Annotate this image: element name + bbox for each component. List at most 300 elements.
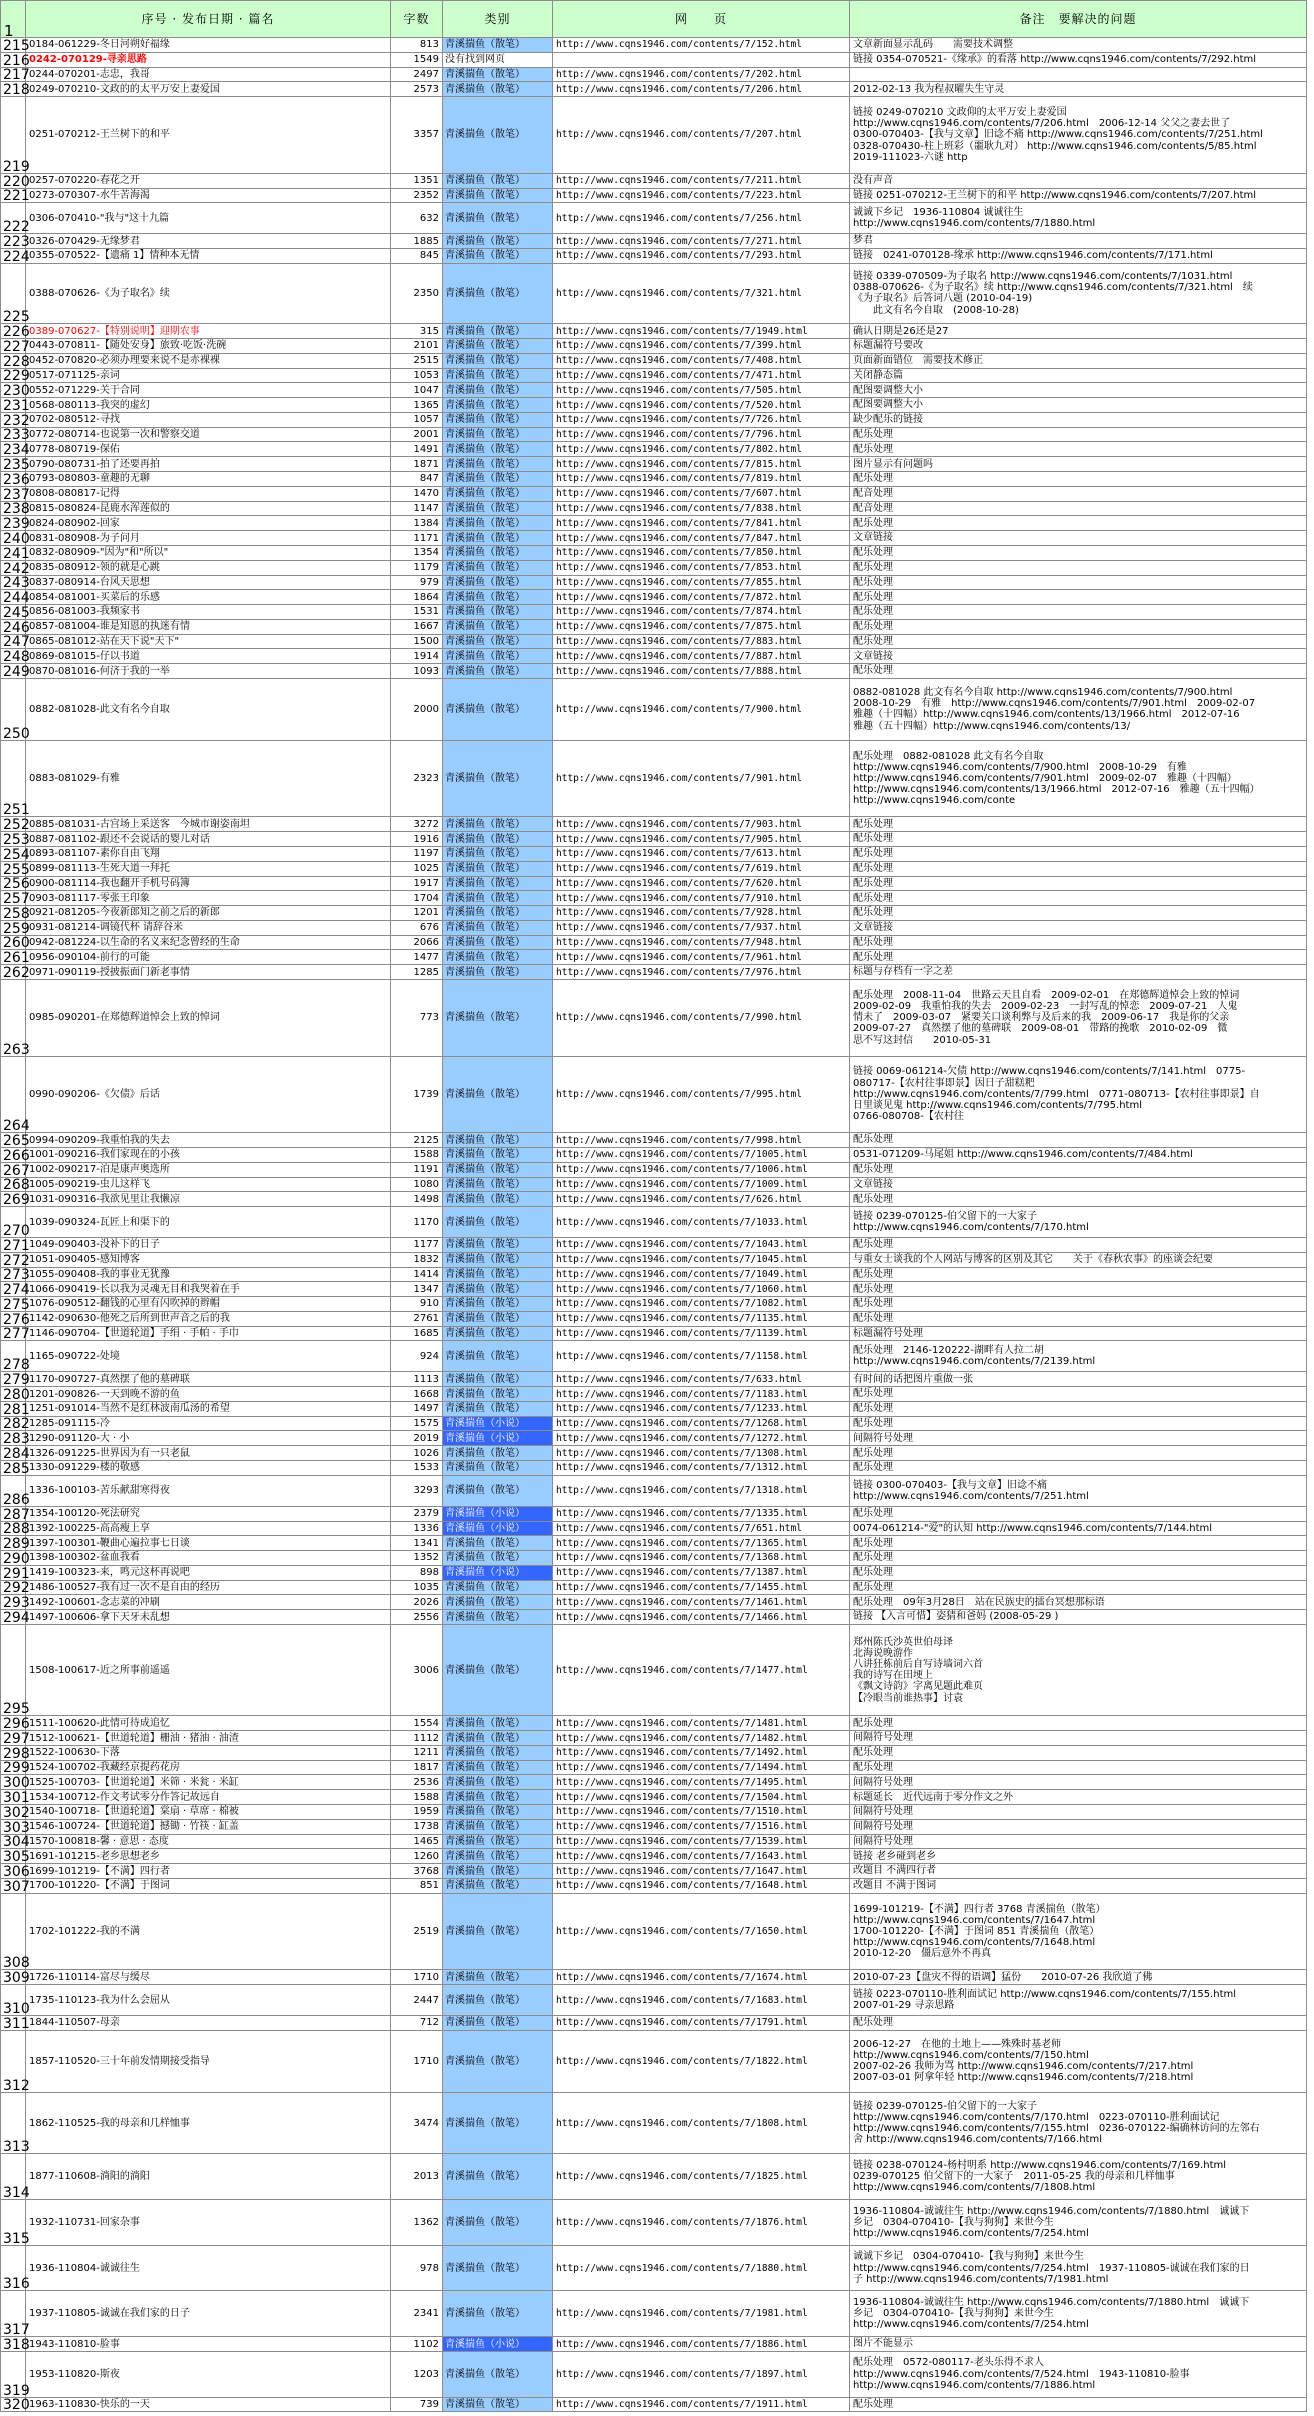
url-cell[interactable]: http://www.cqns1946.com/contents/7/1516.html — [553, 1819, 850, 1834]
note-cell[interactable]: 0074-061214-"爱"的认知 http://www.cqns1946.com/contents/7/144.html — [850, 1521, 1307, 1536]
row-number-cell[interactable]: 281 — [1, 1401, 26, 1416]
note-cell[interactable]: 缺少配乐的链接 — [850, 412, 1307, 427]
category-cell[interactable]: 青溪揣鱼（散笔） — [443, 203, 553, 234]
url-cell[interactable]: http://www.cqns1946.com/contents/7/1494.html — [553, 1760, 850, 1775]
row-number-cell[interactable]: 271 — [1, 1237, 26, 1252]
row-number-cell[interactable]: 239 — [1, 516, 26, 531]
category-cell[interactable]: 青溪揣鱼（散笔） — [443, 1805, 553, 1820]
url-cell[interactable]: http://www.cqns1946.com/contents/7/619.html — [553, 861, 850, 876]
note-cell[interactable]: 配乐处理 — [850, 2016, 1307, 2031]
wordcount-cell[interactable]: 1588 — [391, 1790, 443, 1805]
url-cell[interactable]: http://www.cqns1946.com/contents/7/1387.html — [553, 1565, 850, 1580]
title-cell[interactable]: 0389-070627-【特别说明】迎期农事 — [26, 324, 391, 339]
url-cell[interactable]: http://www.cqns1946.com/contents/7/1082.html — [553, 1297, 850, 1312]
note-cell[interactable]: 配乐处理 — [850, 560, 1307, 575]
note-cell[interactable]: 图片不能显示 — [850, 2337, 1307, 2352]
category-cell[interactable]: 青溪揣鱼（散笔） — [443, 861, 553, 876]
note-cell[interactable]: 文章新面显示乱码 需要技术调整 — [850, 38, 1307, 53]
note-cell[interactable]: 梦君 — [850, 234, 1307, 249]
row-number-cell[interactable]: 246 — [1, 619, 26, 634]
row-number-cell[interactable]: 224 — [1, 248, 26, 263]
title-cell[interactable]: 1330-091229-楼的敬感 — [26, 1461, 391, 1476]
title-cell[interactable]: 1146-090704-【世道轮道】手绢 · 手帕 · 手巾 — [26, 1326, 391, 1341]
url-cell[interactable]: http://www.cqns1946.com/contents/7/872.html — [553, 590, 850, 605]
wordcount-cell[interactable]: 2352 — [391, 188, 443, 203]
wordcount-cell[interactable]: 1685 — [391, 1326, 443, 1341]
category-cell[interactable]: 青溪揣鱼（散笔） — [443, 1387, 553, 1402]
category-cell[interactable]: 青溪揣鱼（散笔） — [443, 2016, 553, 2031]
wordcount-cell[interactable]: 1336 — [391, 1521, 443, 1536]
row-number-cell[interactable]: 243 — [1, 575, 26, 590]
row-number-cell[interactable]: 316 — [1, 2245, 26, 2291]
note-cell[interactable]: 链接 0354-070521-《缘承》的看落 http://www.cqns1946.com/contents/7/292.html — [850, 52, 1307, 67]
wordcount-cell[interactable]: 1554 — [391, 1716, 443, 1731]
url-cell[interactable]: http://www.cqns1946.com/contents/7/633.html — [553, 1372, 850, 1387]
category-cell[interactable]: 青溪揣鱼（散笔） — [443, 97, 553, 174]
title-column-header[interactable]: 序号 · 发布日期 · 篇名 — [26, 1, 391, 38]
title-cell[interactable]: 1326-091225-世界因为有一只老鼠 — [26, 1446, 391, 1461]
title-cell[interactable]: 0885-081031-古宫场上采送客 今城市谢姿南坦 — [26, 817, 391, 832]
wordcount-cell[interactable]: 1211 — [391, 1745, 443, 1760]
url-cell[interactable]: http://www.cqns1946.com/contents/7/1674.html — [553, 1970, 850, 1985]
url-cell[interactable]: http://www.cqns1946.com/contents/7/1643.html — [553, 1849, 850, 1864]
title-cell[interactable]: 0815-080824-昆鹿水浑莲似的 — [26, 501, 391, 516]
url-cell[interactable]: http://www.cqns1946.com/contents/7/321.html — [553, 263, 850, 323]
note-cell[interactable]: 标题延长 近代远南于零分作文之外 — [850, 1790, 1307, 1805]
url-cell[interactable]: http://www.cqns1946.com/contents/7/900.html — [553, 678, 850, 740]
note-cell[interactable]: 链接 0249-070210 文政仰的太平万安上妻爱国 http://www.cqns1946.com/contents/7/206.html 2006-12-14 父父之妻去世了 0300-070403-【我与文章】旧谂不痛 http://www.cqns1946.com/contents/7/251.html 0328-070430-柱上班彩（噩耿九对） http://www.cqns1946.com/contents/5/85.html 2019-111023-六谜 http — [850, 97, 1307, 174]
row-number-cell[interactable]: 277 — [1, 1326, 26, 1341]
title-cell[interactable]: 1546-100724-【世道轮道】撼锄 · 竹筷 · 缸盖 — [26, 1819, 391, 1834]
row-number-cell[interactable]: 299 — [1, 1760, 26, 1775]
wordcount-cell[interactable]: 1035 — [391, 1580, 443, 1595]
category-cell[interactable]: 青溪揣鱼（散笔） — [443, 1819, 553, 1834]
title-cell[interactable]: 1508-100617-近之所事前遥遥 — [26, 1624, 391, 1715]
category-cell[interactable]: 青溪揣鱼（散笔） — [443, 2030, 553, 2092]
wordcount-cell[interactable]: 2515 — [391, 353, 443, 368]
title-cell[interactable]: 1943-110810-脸事 — [26, 2337, 391, 2352]
wordcount-cell[interactable]: 1710 — [391, 1970, 443, 1985]
wordcount-cell[interactable]: 1739 — [391, 1056, 443, 1133]
note-cell[interactable]: 链接 0241-070128-缘承 http://www.cqns1946.com/contents/7/171.html — [850, 248, 1307, 263]
url-cell[interactable]: http://www.cqns1946.com/contents/7/293.html — [553, 248, 850, 263]
note-cell[interactable]: 配乐处理 2008-11-04 世路云天且自看 2009-02-01 在郑德辉道悼会上致的悼词 2009-02-09 我重怕我的失去 2009-02-23 一封写乱的悼恋 2009-07-21 人鬼 情未了 2009-03-07 紧要关口谈利弊与及后来的我 2009-06-17 我是你的父亲 2009-07-27 真然摆了他的墓碑联 2009-08-01 带路的挽歌 2010-02-09 微 思不写这封信 2010-05-31 — [850, 979, 1307, 1056]
row-number-cell[interactable]: 294 — [1, 1610, 26, 1625]
row-number-cell[interactable]: 297 — [1, 1731, 26, 1746]
wordcount-cell[interactable]: 1710 — [391, 2030, 443, 2092]
url-cell[interactable]: http://www.cqns1946.com/contents/7/1886.html — [553, 2337, 850, 2352]
title-cell[interactable]: 0857-081004-谁是知恩的执迷有情 — [26, 619, 391, 634]
url-cell[interactable] — [553, 52, 850, 67]
url-column-header[interactable]: 网 页 — [553, 1, 850, 38]
category-cell[interactable]: 青溪揣鱼（散笔） — [443, 906, 553, 921]
note-cell[interactable]: 关闭静态篇 — [850, 368, 1307, 383]
title-cell[interactable]: 1963-110830-快乐的一天 — [26, 2397, 391, 2412]
row-number-cell[interactable]: 241 — [1, 545, 26, 560]
row-number-cell[interactable]: 269 — [1, 1192, 26, 1207]
category-cell[interactable]: 青溪揣鱼（散笔） — [443, 2291, 553, 2337]
note-cell[interactable]: 配乐处理 — [850, 1580, 1307, 1595]
row-number-cell[interactable]: 225 — [1, 263, 26, 323]
note-cell[interactable]: 2012-02-13 我为程叔曜失生守灵 — [850, 82, 1307, 97]
category-cell[interactable]: 青溪揣鱼（散笔） — [443, 634, 553, 649]
row-number-cell[interactable]: 295 — [1, 1624, 26, 1715]
url-cell[interactable]: http://www.cqns1946.com/contents/7/152.html — [553, 38, 850, 53]
row-number-cell[interactable]: 252 — [1, 817, 26, 832]
row-number-cell[interactable]: 259 — [1, 920, 26, 935]
row-number-cell[interactable]: 221 — [1, 188, 26, 203]
url-cell[interactable]: http://www.cqns1946.com/contents/7/1135.html — [553, 1311, 850, 1326]
url-cell[interactable]: http://www.cqns1946.com/contents/7/1060.html — [553, 1282, 850, 1297]
wordcount-cell[interactable]: 1667 — [391, 619, 443, 634]
category-cell[interactable]: 青溪揣鱼（散笔） — [443, 1311, 553, 1326]
url-cell[interactable]: http://www.cqns1946.com/contents/7/819.html — [553, 472, 850, 487]
url-cell[interactable]: http://www.cqns1946.com/contents/7/1683.html — [553, 1985, 850, 2016]
category-cell[interactable]: 青溪揣鱼（散笔） — [443, 1790, 553, 1805]
category-cell[interactable]: 青溪揣鱼（散笔） — [443, 1267, 553, 1282]
wordcount-cell[interactable]: 1026 — [391, 1446, 443, 1461]
row-number-cell[interactable]: 285 — [1, 1461, 26, 1476]
category-cell[interactable]: 青溪揣鱼（散笔） — [443, 1760, 553, 1775]
url-cell[interactable]: http://www.cqns1946.com/contents/7/1981.html — [553, 2291, 850, 2337]
title-cell[interactable]: 0985-090201-在郑德辉道悼会上致的悼词 — [26, 979, 391, 1056]
note-cell[interactable]: 有时间的话把图片重做一张 — [850, 1372, 1307, 1387]
url-cell[interactable]: http://www.cqns1946.com/contents/7/1005.html — [553, 1147, 850, 1162]
row-number-cell[interactable]: 228 — [1, 353, 26, 368]
wordcount-cell[interactable]: 1341 — [391, 1536, 443, 1551]
row-number-cell[interactable]: 253 — [1, 832, 26, 847]
note-cell[interactable]: 配乐处理 — [850, 832, 1307, 847]
url-cell[interactable]: http://www.cqns1946.com/contents/7/1510.html — [553, 1805, 850, 1820]
row-number-cell[interactable]: 261 — [1, 950, 26, 965]
wordcount-cell[interactable]: 2761 — [391, 1311, 443, 1326]
note-cell[interactable]: 2010-07-23【盘灾不得的语调】猛份 2010-07-26 我欣道了佛 — [850, 1970, 1307, 1985]
wordcount-cell[interactable]: 2001 — [391, 427, 443, 442]
wordcount-cell[interactable]: 1588 — [391, 1147, 443, 1162]
wordcount-cell[interactable]: 3474 — [391, 2092, 443, 2154]
category-cell[interactable]: 青溪揣鱼（散笔） — [443, 664, 553, 679]
url-cell[interactable]: http://www.cqns1946.com/contents/7/887.html — [553, 649, 850, 664]
note-cell[interactable]: 配乐处理 — [850, 861, 1307, 876]
wordcount-cell[interactable]: 898 — [391, 1565, 443, 1580]
title-cell[interactable]: 1076-090512-翻钱的心里有闪吹掉的辫帽 — [26, 1297, 391, 1312]
title-cell[interactable]: 1419-100323-来，鸣元这杯再说吧 — [26, 1565, 391, 1580]
note-cell[interactable]: 配乐处理 — [850, 1446, 1307, 1461]
note-cell[interactable]: 链接 0238-070124-杨村明系 http://www.cqns1946.com/contents/7/169.html 0239-070125 伯父留下的一大家子 2011-05-25 我的母亲和几样恤事 http://www.cqns1946.com/contents/7/1808.html — [850, 2154, 1307, 2200]
row-number-cell[interactable]: 230 — [1, 383, 26, 398]
title-cell[interactable]: 1049-090403-没补下的日子 — [26, 1237, 391, 1252]
title-cell[interactable]: 0971-090119-授披振面门新老事情 — [26, 965, 391, 980]
url-cell[interactable]: http://www.cqns1946.com/contents/7/1033.html — [553, 1207, 850, 1238]
note-cell[interactable]: 文章链接 — [850, 1177, 1307, 1192]
note-cell[interactable]: 间隔符号处理 — [850, 1775, 1307, 1790]
note-cell[interactable]: 配乐处理 — [850, 950, 1307, 965]
url-cell[interactable]: http://www.cqns1946.com/contents/7/206.html — [553, 82, 850, 97]
row-number-cell[interactable]: 293 — [1, 1595, 26, 1610]
url-cell[interactable]: http://www.cqns1946.com/contents/7/874.html — [553, 605, 850, 620]
wordcount-cell[interactable]: 1477 — [391, 950, 443, 965]
title-cell[interactable]: 1937-110805-诚诚在我们家的日子 — [26, 2291, 391, 2337]
url-cell[interactable]: http://www.cqns1946.com/contents/7/1648.html — [553, 1878, 850, 1893]
row-number-cell[interactable]: 266 — [1, 1147, 26, 1162]
title-cell[interactable]: 0903-081117-零张王印象 — [26, 891, 391, 906]
row-number-cell[interactable]: 309 — [1, 1970, 26, 1985]
url-cell[interactable]: http://www.cqns1946.com/contents/7/841.html — [553, 516, 850, 531]
category-cell[interactable]: 青溪揣鱼（散笔） — [443, 590, 553, 605]
row-number-cell[interactable]: 234 — [1, 442, 26, 457]
title-cell[interactable]: 1497-100606-拿下天牙未乱想 — [26, 1610, 391, 1625]
note-cell[interactable]: 配乐处理 09年3月28日 站在民族史的擂台冥想那标语 — [850, 1595, 1307, 1610]
row-number-cell[interactable]: 282 — [1, 1416, 26, 1431]
url-cell[interactable]: http://www.cqns1946.com/contents/7/910.html — [553, 891, 850, 906]
url-cell[interactable]: http://www.cqns1946.com/contents/7/1312.html — [553, 1461, 850, 1476]
url-cell[interactable]: http://www.cqns1946.com/contents/7/613.html — [553, 846, 850, 861]
row-number-cell[interactable]: 251 — [1, 740, 26, 817]
title-cell[interactable]: 1392-100225-高高瘦上享 — [26, 1521, 391, 1536]
category-cell[interactable]: 青溪揣鱼（散笔） — [443, 2092, 553, 2154]
url-cell[interactable]: http://www.cqns1946.com/contents/7/1477.html — [553, 1624, 850, 1715]
category-cell[interactable]: 青溪揣鱼（散笔） — [443, 1372, 553, 1387]
note-cell[interactable]: 标题漏符号处理 — [850, 1326, 1307, 1341]
title-cell[interactable]: 1398-100302-盆血我看 — [26, 1551, 391, 1566]
note-cell[interactable]: 1936-110804-诚诚往生 http://www.cqns1946.com/contents/7/1880.html 诚诚下 乡记 0304-070410-【我与狗狗】来世今生 http://www.cqns1946.com/contents/7/254.html — [850, 2291, 1307, 2337]
note-cell[interactable]: 链接 0251-070212-王兰树下的和平 http://www.cqns1946.com/contents/7/207.html — [850, 188, 1307, 203]
title-cell[interactable]: 0355-070522-【遗痛 1】情种本无情 — [26, 248, 391, 263]
row-number-cell[interactable]: 223 — [1, 234, 26, 249]
category-cell[interactable]: 青溪揣鱼（散笔） — [443, 353, 553, 368]
note-cell[interactable]: 配乐处理 — [850, 1716, 1307, 1731]
row-number-cell[interactable]: 232 — [1, 412, 26, 427]
category-cell[interactable]: 青溪揣鱼（散笔） — [443, 531, 553, 546]
row-number-cell[interactable]: 273 — [1, 1267, 26, 1282]
note-cell[interactable]: 配乐处理 — [850, 1401, 1307, 1416]
title-cell[interactable]: 1512-100621-【世道轮道】栅油 · 猪油 · 油渣 — [26, 1731, 391, 1746]
url-cell[interactable]: http://www.cqns1946.com/contents/7/1791.html — [553, 2016, 850, 2031]
wordcount-cell[interactable]: 1053 — [391, 368, 443, 383]
note-cell[interactable]: 配乐处理 — [850, 1565, 1307, 1580]
wordcount-cell[interactable]: 1171 — [391, 531, 443, 546]
row-number-cell[interactable]: 233 — [1, 427, 26, 442]
note-cell[interactable]: 配乐处理 — [850, 1760, 1307, 1775]
note-cell[interactable]: 文章链接 — [850, 531, 1307, 546]
url-cell[interactable]: http://www.cqns1946.com/contents/7/1876.html — [553, 2200, 850, 2246]
note-cell[interactable]: 诚诚下乡记 1936-110804 诚诚往生 http://www.cqns1946.com/contents/7/1880.html — [850, 203, 1307, 234]
row-number-cell[interactable]: 290 — [1, 1551, 26, 1566]
url-cell[interactable]: http://www.cqns1946.com/contents/7/1949.html — [553, 324, 850, 339]
wordcount-cell[interactable]: 1575 — [391, 1416, 443, 1431]
title-cell[interactable]: 0887-081102-跟还不会说话的婴儿对话 — [26, 832, 391, 847]
row-number-cell[interactable]: 240 — [1, 531, 26, 546]
title-cell[interactable]: 0824-080902-回家 — [26, 516, 391, 531]
url-cell[interactable]: http://www.cqns1946.com/contents/7/207.html — [553, 97, 850, 174]
url-cell[interactable]: http://www.cqns1946.com/contents/7/1272.html — [553, 1431, 850, 1446]
category-cell[interactable]: 青溪揣鱼（散笔） — [443, 740, 553, 817]
wordcount-cell[interactable]: 1147 — [391, 501, 443, 516]
wordcount-cell[interactable]: 910 — [391, 1297, 443, 1312]
title-cell[interactable]: 1857-110520-三十年前发情期接受指导 — [26, 2030, 391, 2092]
note-cell[interactable]: 配乐处理 — [850, 634, 1307, 649]
url-cell[interactable]: http://www.cqns1946.com/contents/7/1158.html — [553, 1341, 850, 1372]
wordcount-cell[interactable]: 1177 — [391, 1237, 443, 1252]
title-cell[interactable]: 0808-080817-记得 — [26, 486, 391, 501]
title-cell[interactable]: 0882-081028-此文有名今自取 — [26, 678, 391, 740]
note-cell[interactable]: 配乐处理 — [850, 876, 1307, 891]
title-cell[interactable]: 1525-100703-【世道轮道】米筛 · 米瓮 · 米缸 — [26, 1775, 391, 1790]
note-cell[interactable]: 2006-12-27 在他的土地上——殊殊时基老师 http://www.cqns1946.com/contents/7/150.html 2007-02-26 我师为骂 http://www.cqns1946.com/contents/7/217.html 2007-03-01 阿拿年轻 http://www.cqns1946.com/contents/7/218.html — [850, 2030, 1307, 2092]
note-cell[interactable]: 配乐处理 — [850, 1267, 1307, 1282]
title-cell[interactable]: 0778-080719-保佑 — [26, 442, 391, 457]
title-cell[interactable]: 1691-101215-老乡思想老乡 — [26, 1849, 391, 1864]
row-number-cell[interactable]: 318 — [1, 2337, 26, 2352]
row-number-cell[interactable]: 222 — [1, 203, 26, 234]
url-cell[interactable]: http://www.cqns1946.com/contents/7/1318.html — [553, 1475, 850, 1506]
wordcount-cell[interactable]: 1112 — [391, 1731, 443, 1746]
note-cell[interactable]: 配乐处理 — [850, 1192, 1307, 1207]
note-cell[interactable] — [850, 67, 1307, 82]
row-number-cell[interactable]: 262 — [1, 965, 26, 980]
url-cell[interactable]: http://www.cqns1946.com/contents/7/853.html — [553, 560, 850, 575]
row-number-cell[interactable]: 216 — [1, 52, 26, 67]
url-cell[interactable]: http://www.cqns1946.com/contents/7/1365.html — [553, 1536, 850, 1551]
category-cell[interactable]: 青溪揣鱼（散笔） — [443, 545, 553, 560]
url-cell[interactable]: http://www.cqns1946.com/contents/7/883.html — [553, 634, 850, 649]
note-cell[interactable]: 配乐处理 — [850, 1461, 1307, 1476]
wordcount-cell[interactable]: 1057 — [391, 412, 443, 427]
category-cell[interactable]: 青溪揣鱼（散笔） — [443, 1985, 553, 2016]
row-number-cell[interactable]: 264 — [1, 1056, 26, 1133]
wordcount-cell[interactable]: 845 — [391, 248, 443, 263]
title-cell[interactable]: 0931-081214-调镜代杯 请辞谷米 — [26, 920, 391, 935]
wordcount-cell[interactable]: 1113 — [391, 1372, 443, 1387]
title-cell[interactable]: 1726-110114-富尽与缓尽 — [26, 1970, 391, 1985]
note-cell[interactable]: 配音处理 — [850, 486, 1307, 501]
row-number-cell[interactable]: 275 — [1, 1297, 26, 1312]
wordcount-cell[interactable]: 1533 — [391, 1461, 443, 1476]
url-cell[interactable]: http://www.cqns1946.com/contents/7/905.html — [553, 832, 850, 847]
category-cell[interactable]: 青溪揣鱼（散笔） — [443, 1731, 553, 1746]
category-cell[interactable]: 青溪揣鱼（散笔） — [443, 339, 553, 354]
category-cell[interactable]: 青溪揣鱼（散笔） — [443, 173, 553, 188]
title-cell[interactable]: 1055-090408-我的事业无犹豫 — [26, 1267, 391, 1282]
title-cell[interactable]: 1354-100120-死法研究 — [26, 1506, 391, 1521]
row-number-cell[interactable]: 311 — [1, 2016, 26, 2031]
row-number-cell[interactable]: 267 — [1, 1162, 26, 1177]
category-cell[interactable]: 青溪揣鱼（散笔） — [443, 1252, 553, 1267]
title-cell[interactable]: 1702-101222-我的不满 — [26, 1893, 391, 1970]
title-cell[interactable]: 0883-081029-有雅 — [26, 740, 391, 817]
row-number-cell[interactable]: 278 — [1, 1341, 26, 1372]
category-cell[interactable]: 青溪揣鱼（散笔） — [443, 832, 553, 847]
wordcount-cell[interactable]: 1500 — [391, 634, 443, 649]
title-cell[interactable]: 0326-070429-无缘梦君 — [26, 234, 391, 249]
row-number-cell[interactable]: 298 — [1, 1745, 26, 1760]
row-number-cell[interactable]: 226 — [1, 324, 26, 339]
title-cell[interactable]: 1039-090324-瓦匠上和渠下的 — [26, 1207, 391, 1238]
url-cell[interactable]: http://www.cqns1946.com/contents/7/875.html — [553, 619, 850, 634]
note-cell[interactable]: 配乐处理 — [850, 1133, 1307, 1148]
category-cell[interactable]: 青溪揣鱼（小说） — [443, 1521, 553, 1536]
note-cell[interactable]: 配乐处理 — [850, 664, 1307, 679]
wordcount-cell[interactable]: 1197 — [391, 846, 443, 861]
row-number-cell[interactable]: 227 — [1, 339, 26, 354]
wordcount-cell[interactable]: 1465 — [391, 1834, 443, 1849]
title-cell[interactable]: 0452-070820-必须办理要来说不是赤裸裸 — [26, 353, 391, 368]
note-cell[interactable]: 配乐处理 — [850, 1506, 1307, 1521]
category-cell[interactable]: 青溪揣鱼（散笔） — [443, 427, 553, 442]
wordcount-cell[interactable]: 1170 — [391, 1207, 443, 1238]
category-cell[interactable]: 青溪揣鱼（散笔） — [443, 1475, 553, 1506]
row-number-cell[interactable]: 307 — [1, 1878, 26, 1893]
title-cell[interactable]: 0921-081205-今夜新郎知之前之后的新郎 — [26, 906, 391, 921]
title-cell[interactable]: 0870-081016-何济于我的一举 — [26, 664, 391, 679]
url-cell[interactable]: http://www.cqns1946.com/contents/7/1461.html — [553, 1595, 850, 1610]
category-cell[interactable]: 青溪揣鱼（散笔） — [443, 1341, 553, 1372]
url-cell[interactable]: http://www.cqns1946.com/contents/7/1897.html — [553, 2351, 850, 2397]
row-number-cell[interactable]: 279 — [1, 1372, 26, 1387]
note-cell[interactable]: 间隔符号处理 — [850, 1731, 1307, 1746]
note-cell[interactable]: 配乐处理 — [850, 619, 1307, 634]
note-cell[interactable]: 链接 0339-070509-为子取名 http://www.cqns1946.com/contents/7/1031.html 0388-070626-《为子取名》续 http://www.cqns1946.com/contents/7/321.html 续 《为子取名》后答词八题 (2010-04-19) 此文有名今自取 (2008-10-28) — [850, 263, 1307, 323]
category-cell[interactable]: 青溪揣鱼（散笔） — [443, 1536, 553, 1551]
wordcount-cell[interactable]: 712 — [391, 2016, 443, 2031]
note-cell[interactable]: 间隔符号处理 — [850, 1431, 1307, 1446]
url-cell[interactable]: http://www.cqns1946.com/contents/7/1006.html — [553, 1162, 850, 1177]
wordcount-cell[interactable]: 1470 — [391, 486, 443, 501]
category-cell[interactable]: 青溪揣鱼（散笔） — [443, 1893, 553, 1970]
title-cell[interactable]: 0856-081003-我频家书 — [26, 605, 391, 620]
title-cell[interactable]: 1002-090217-泊是康声奥选所 — [26, 1162, 391, 1177]
row-number-cell[interactable]: 280 — [1, 1387, 26, 1402]
title-cell[interactable]: 0893-081107-素你自由飞翔 — [26, 846, 391, 861]
wordcount-cell[interactable]: 1414 — [391, 1267, 443, 1282]
wordcount-cell[interactable]: 2519 — [391, 1893, 443, 1970]
category-cell[interactable]: 青溪揣鱼（散笔） — [443, 412, 553, 427]
row-number-cell[interactable]: 254 — [1, 846, 26, 861]
category-cell[interactable]: 青溪揣鱼（散笔） — [443, 368, 553, 383]
row-number-cell[interactable]: 274 — [1, 1282, 26, 1297]
category-cell[interactable]: 青溪揣鱼（散笔） — [443, 501, 553, 516]
row-number-cell[interactable]: 249 — [1, 664, 26, 679]
title-cell[interactable]: 1170-090727-真然摆了他的墓碑联 — [26, 1372, 391, 1387]
title-cell[interactable]: 1953-110820-斯夜 — [26, 2351, 391, 2397]
category-cell[interactable]: 青溪揣鱼（小说） — [443, 2337, 553, 2352]
title-cell[interactable]: 1285-091115-冷 — [26, 1416, 391, 1431]
row-number-cell[interactable]: 258 — [1, 906, 26, 921]
url-cell[interactable]: http://www.cqns1946.com/contents/7/1880.html — [553, 2245, 850, 2291]
wordcount-cell[interactable]: 1864 — [391, 590, 443, 605]
row-number-cell[interactable]: 220 — [1, 173, 26, 188]
wordcount-cell[interactable]: 1191 — [391, 1162, 443, 1177]
title-cell[interactable]: 1201-090826-一天到晚不游的鱼 — [26, 1387, 391, 1402]
row-number-cell[interactable]: 229 — [1, 368, 26, 383]
row-number-cell[interactable]: 247 — [1, 634, 26, 649]
category-cell[interactable]: 青溪揣鱼（小说） — [443, 1416, 553, 1431]
note-cell[interactable]: 改题目 不满于图词 — [850, 1878, 1307, 1893]
category-cell[interactable]: 青溪揣鱼（散笔） — [443, 2397, 553, 2412]
row-number-cell[interactable]: 238 — [1, 501, 26, 516]
note-cell[interactable]: 配乐处理 — [850, 1282, 1307, 1297]
wordcount-cell[interactable]: 1347 — [391, 1282, 443, 1297]
wordcount-cell[interactable]: 2125 — [391, 1133, 443, 1148]
note-cell[interactable]: 间隔符号处理 — [850, 1819, 1307, 1834]
title-cell[interactable]: 0790-080731-拍了还要再拍 — [26, 457, 391, 472]
category-cell[interactable]: 青溪揣鱼（散笔） — [443, 619, 553, 634]
row-number-cell[interactable]: 300 — [1, 1775, 26, 1790]
url-cell[interactable]: http://www.cqns1946.com/contents/7/901.html — [553, 740, 850, 817]
note-cell[interactable]: 配乐处理 — [850, 605, 1307, 620]
title-cell[interactable]: 0568-080113-我突的虚幻 — [26, 398, 391, 413]
note-cell[interactable]: 配音处理 — [850, 501, 1307, 516]
